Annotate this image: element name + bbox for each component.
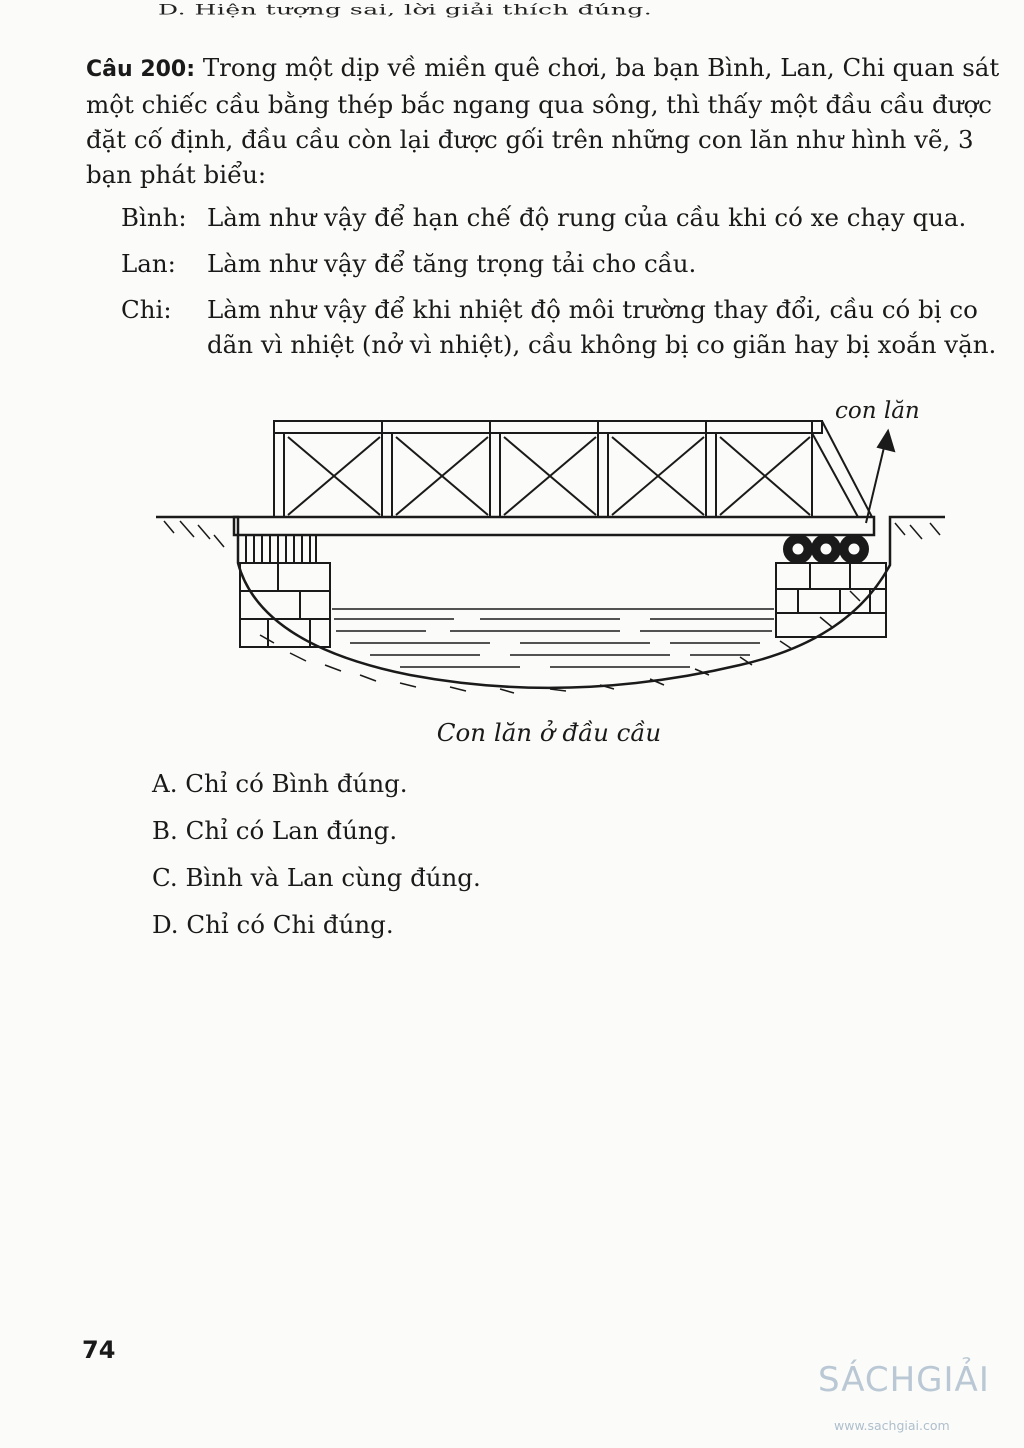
watermark-url: www.sachgiai.com xyxy=(834,1418,950,1433)
answer-option-d[interactable]: D. Chỉ có Chi đúng. xyxy=(152,910,394,939)
answer-options xyxy=(152,760,481,948)
question-label: Câu 200: xyxy=(86,57,196,82)
answer-option-c[interactable]: C. Bình và Lan cùng đúng. xyxy=(152,863,481,892)
opinion-name: Lan: xyxy=(121,249,176,278)
opinion-text: Làm như vậy để hạn chế độ rung của cầu khi có xe chạy qua. xyxy=(207,203,967,232)
page-number: 74 xyxy=(82,1336,116,1364)
watermark-brand: SÁCHGIẢI xyxy=(818,1360,990,1400)
figure-caption: Con lăn ở đầu cầu xyxy=(436,718,662,747)
previous-answer-cut-line: D. Hiện tượng sai, lời giải thích đúng. xyxy=(158,2,653,18)
watermark xyxy=(818,1360,1024,1440)
answer-option-b[interactable]: B. Chỉ có Lan đúng. xyxy=(152,816,398,845)
opinion-text: Làm như vậy để tăng trọng tải cho cầu. xyxy=(207,249,697,278)
opinion-name: Chi: xyxy=(121,295,172,324)
roller-callout-label: con lăn xyxy=(835,398,920,424)
opinion-text: Làm như vậy để khi nhiệt độ môi trường thay đổi, cầu có bị co dãn vì nhiệt (nở vì nhiệt), cầu không bị co giãn hay bị xoắn vặn. xyxy=(207,295,997,359)
answer-option-a[interactable]: A. Chỉ có Bình đúng. xyxy=(152,769,408,798)
question-paragraph xyxy=(86,50,1016,192)
question-text: Trong một dịp về miền quê chơi, ba bạn Bình, Lan, Chi quan sát một chiếc cầu bằng thép bắc ngang qua sông, thì thấy một đầu cầu được đặt cố định, đầu cầu còn lại được gối trên những con lăn như hình vẽ, 3 bạn phát biểu: xyxy=(86,53,1000,189)
bridge-roller-illustration xyxy=(150,395,960,715)
opinion-name: Bình: xyxy=(121,203,187,232)
